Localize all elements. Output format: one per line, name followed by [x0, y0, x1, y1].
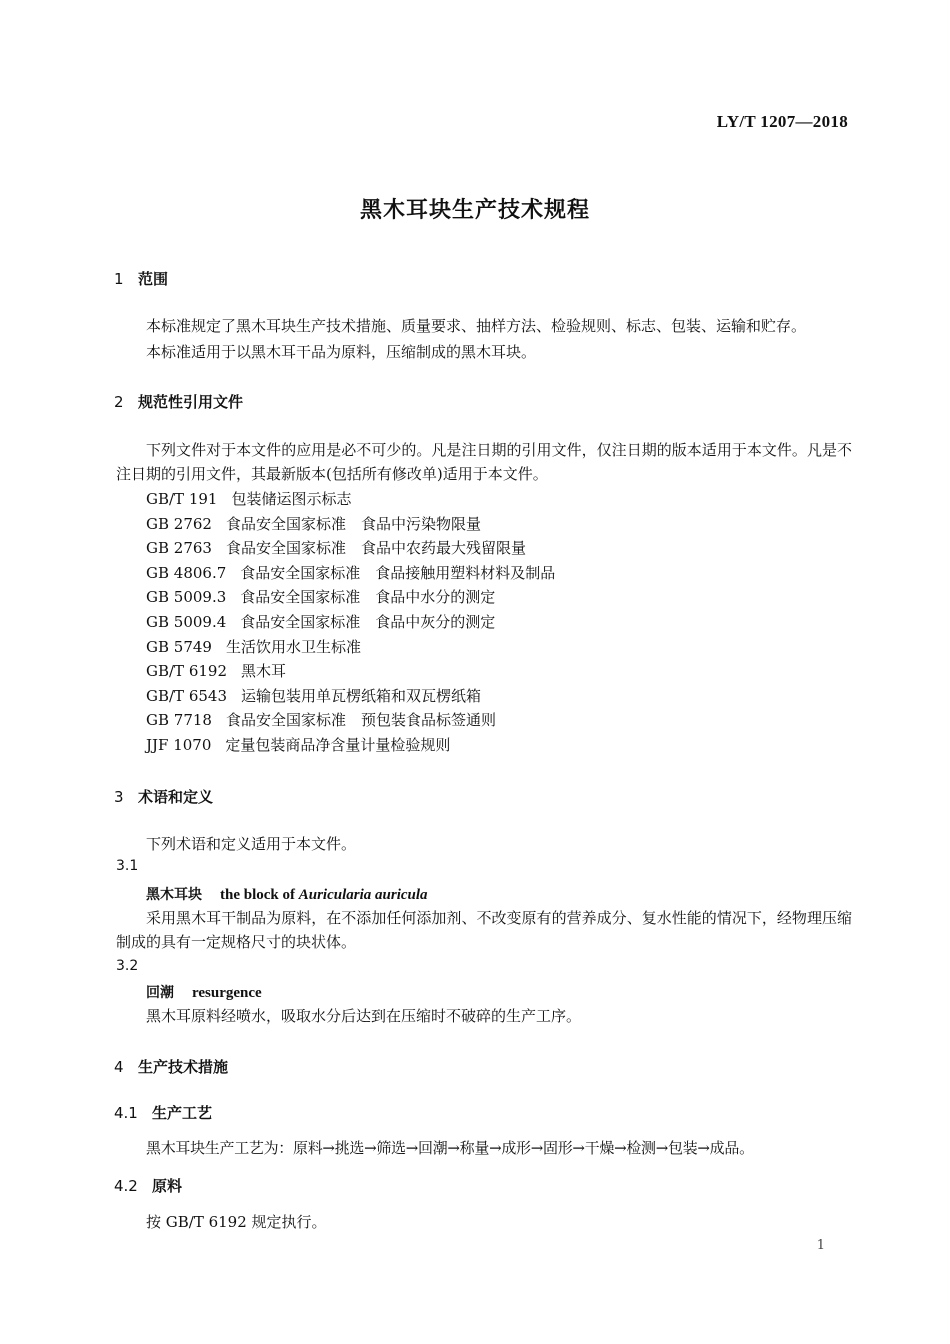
term-heading: 回潮 resurgence [146, 985, 262, 1001]
reference-code: GB 2763 [146, 539, 212, 558]
reference-item [146, 562, 555, 583]
reference-title: 食品安全国家标准 食品中污染物限量 [225, 514, 481, 533]
subsection-4-1-heading: 4.1 生产工艺 [114, 1104, 213, 1122]
reference-code: GB 7718 [146, 711, 212, 730]
reference-item [146, 537, 526, 558]
subsection-4-2-heading: 4.2 原料 [114, 1177, 183, 1195]
section-3-heading: 3 术语和定义 [114, 788, 214, 806]
reference-code: GB/T 191 [146, 490, 218, 508]
reference-code: GB 2762 [146, 514, 212, 533]
reference-title: 运输包装用单瓦楞纸箱和双瓦楞纸箱 [241, 686, 482, 705]
section-3-intro: 下列术语和定义适用于本文件。 [146, 835, 357, 853]
reference-title: 黑木耳 [241, 662, 287, 681]
reference-code: GB 5009.4 [146, 613, 227, 631]
reference-code: GB 5749 [146, 637, 212, 656]
reference-item [146, 586, 495, 607]
term-definition: 黑木耳原料经喷水，吸取水分后达到在压缩时不破碎的生产工序。 [146, 1007, 582, 1025]
reference-code: JJF 1070 [146, 736, 212, 754]
section-2-intro: 下列文件对于本文件的应用是必不可少的。凡是注日期的引用文件，仅注日期的版本适用于本文件。凡是不注日期的引用文件，其最新版本(包括所有修改单)适用于本文件。 [116, 441, 852, 483]
page-number: 1 [816, 1238, 825, 1253]
reference-title: 食品安全国家标准 预包装食品标签通则 [225, 711, 496, 730]
reference-title: 生活饮用水卫生标准 [225, 637, 361, 656]
reference-title: 食品安全国家标准 食品中农药最大残留限量 [225, 539, 526, 558]
reference-title: 定量包装商品净含量计量检验规则 [225, 736, 451, 754]
reference-item [146, 709, 496, 730]
reference-title: 食品安全国家标准 食品中水分的测定 [240, 588, 496, 607]
section-2-heading: 2 规范性引用文件 [114, 393, 244, 411]
standard-code: LY/T 1207—2018 [716, 112, 848, 131]
term-heading: 黑木耳块 the block of Auricularia auricula [146, 887, 428, 903]
section-4-heading: 4 生产技术措施 [114, 1058, 229, 1076]
term-definition: 采用黑木耳干制品为原料，在不添加任何添加剂、不改变原有的营养成分、复水性能的情况下，经物理压缩制成的具有一定规格尺寸的块状体。 [116, 909, 852, 951]
section-1-para-1: 本标准规定了黑木耳块生产技术措施、质量要求、抽样方法、检验规则、标志、包装、运输和贮存。 [146, 317, 807, 335]
reference-title: 食品安全国家标准 食品接触用塑料材料及制品 [240, 563, 556, 582]
term-number: 3.2 [116, 958, 139, 974]
reference-title: 包装储运图示标志 [231, 490, 352, 508]
reference-item [146, 513, 481, 534]
reference-item [146, 636, 361, 657]
section-1-heading: 1 范围 [114, 270, 169, 288]
document-title: 黑木耳块生产技术规程 [359, 198, 590, 223]
section-1-para-2: 本标准适用于以黑木耳干品为原料，压缩制成的黑木耳块。 [146, 343, 537, 361]
reference-code: GB/T 6543 [146, 686, 228, 705]
reference-code: GB/T 6192 [146, 662, 228, 681]
reference-code: GB 4806.7 [146, 563, 227, 582]
reference-item [146, 660, 286, 681]
reference-item [146, 685, 481, 706]
reference-item [146, 734, 450, 755]
subsection-4-2-text: 按 GB/T 6192 规定执行。 [146, 1213, 327, 1231]
reference-code: GB 5009.3 [146, 588, 227, 607]
reference-item [146, 611, 495, 632]
subsection-4-1-text: 黑木耳块生产工艺为：原料→挑选→筛选→回潮→称量→成形→固形→干燥→检测→包装→成品。 [146, 1139, 754, 1157]
reference-title: 食品安全国家标准 食品中灰分的测定 [240, 613, 496, 631]
reference-item [146, 488, 351, 509]
term-number: 3.1 [116, 858, 139, 874]
